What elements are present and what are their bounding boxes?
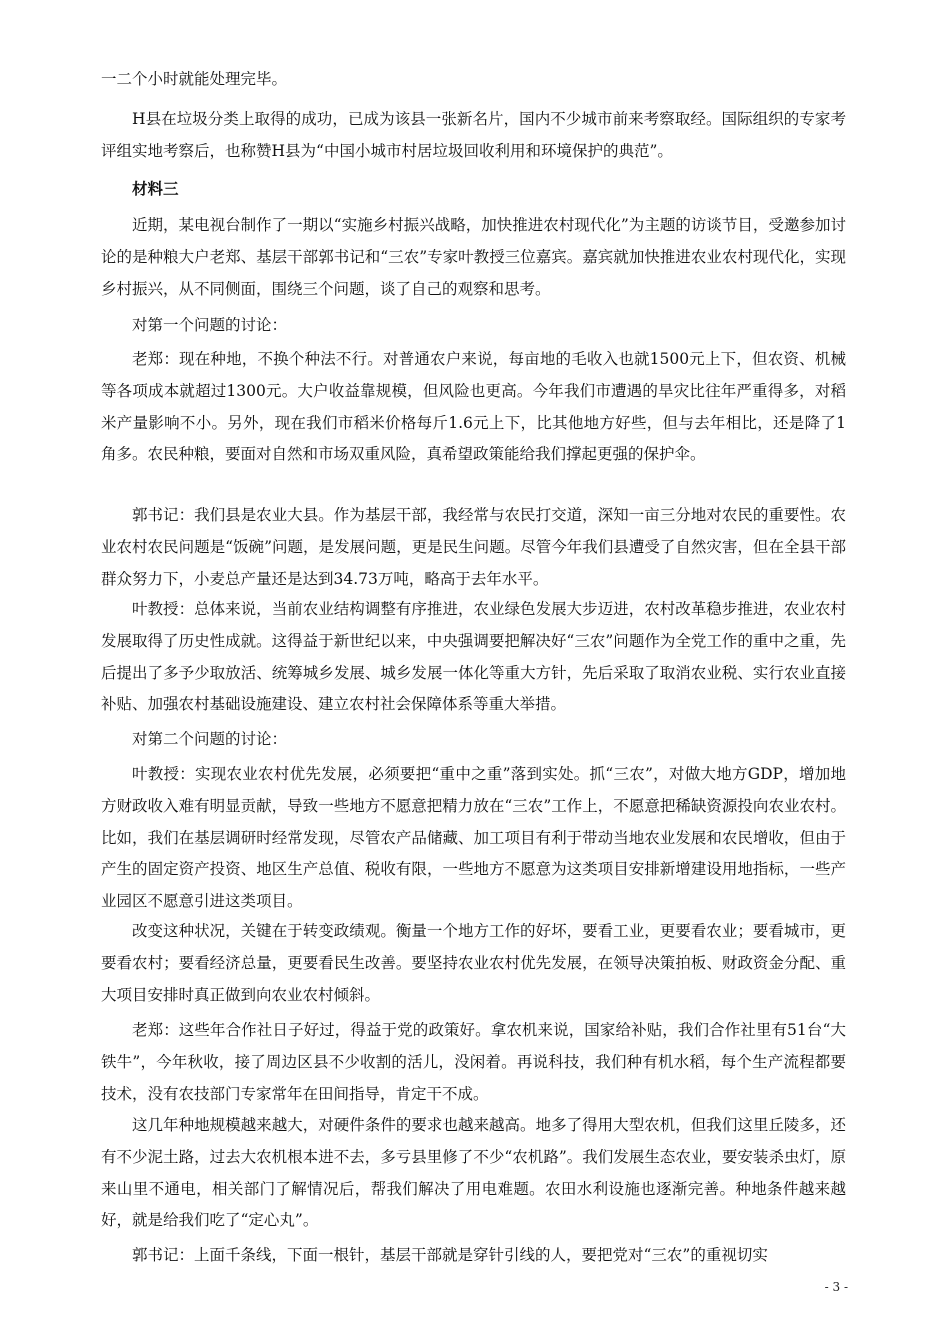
page-number: - 3 - bbox=[824, 1280, 848, 1294]
paragraph-first-question-label: 对第一个问题的讨论： bbox=[132, 316, 288, 334]
paragraph-ye-jiaoshou-first: 叶教授：总体来说，当前农业结构调整有序推进，农业绿色发展大步迈进，农村改革稳步推进，农业农村发展取得了历史性成就。这得益于新世纪以来，中央强调要把解决好“三农”问题作为全党工作的重中之重，先后提出了多予少取放活、统筹城乡发展、城乡发展一体化等重大方针，先后采取了取消农业税、实行农业直接补贴、加强农村基础设施建设、建立农村社会保障体系等重大举措。 bbox=[101, 600, 846, 714]
paragraph-tv-program-intro: 近期，某电视台制作了一期以“实施乡村振兴战略，加快推进农村现代化”为主题的访谈节目，受邀参加讨论的是种粮大户老郑、基层干部郭书记和“三农”专家叶教授三位嘉宾。嘉宾就加快推进农业农村现代化，实现乡村振兴，从不同侧面，围绕三个问题，谈了自己的观察和思考。 bbox=[101, 216, 846, 298]
paragraph-h-county-success: H县在垃圾分类上取得的成功，已成为该县一张新名片，国内不少城市前来考察取经。国际组织的专家考评组实地考察后，也称赞H县为“中国小城市村居垃圾回收利用和环境保护的典范”。 bbox=[101, 110, 846, 160]
paragraph-guo-shuji-first: 郭书记：我们县是农业大县。作为基层干部，我经常与农民打交道，深知一亩三分地对农民的重要性。农业农村农民问题是“饭碗”问题，是发展问题，更是民生问题。尽管今年我们县遭受了自然灾害，但在全县干部群众努力下，小麦总产量还是达到34.73万吨，略高于去年水平。 bbox=[101, 506, 846, 588]
paragraph-second-question-label: 对第二个问题的讨论： bbox=[132, 730, 288, 748]
paragraph-lao-zheng-second: 老郑：这些年合作社日子好过，得益于党的政策好。拿农机来说，国家给补贴，我们合作社里有51台“大铁牛”，今年秋收，接了周边区县不少收割的活儿，没闲着。再说科技，我们种有机水稻，每个生产流程都要技术，没有农技部门专家常年在田间指导，肯定干不成。 bbox=[101, 1021, 846, 1103]
paragraph-political-performance: 改变这种状况，关键在于转变政绩观。衡量一个地方工作的好坏，要看工业，更要看农业；要看城市，更要看农村；要看经济总量，更要看民生改善。要坚持农业农村优先发展，在领导决策拍板、财政资金分配、重大项目安排时真正做到向农业农村倾斜。 bbox=[101, 922, 846, 1004]
paragraph-lao-zheng-first: 老郑：现在种地，不换个种法不行。对普通农户来说，每亩地的毛收入也就1500元上下，但农资、机械等各项成本就超过1300元。大户收益靠规模，但风险也更高。今年我们市遭遇的旱灾比往年严重得多，对稻米产量影响不小。另外，现在我们市稻米价格每斤1.6元上下，比其他地方好些，但与去年相比，还是降了1角多。农民种粮，要面对自然和市场双重风险，真希望政策能给我们撑起更强的保护伞。 bbox=[101, 350, 846, 464]
section-heading-material-three: 材料三 bbox=[132, 180, 179, 198]
paragraph-continuation: 一二个小时就能处理完毕。 bbox=[101, 70, 288, 88]
paragraph-guo-shuji-second: 郭书记：上面千条线，下面一根针，基层干部就是穿针引线的人，要把党对“三农”的重视切实 bbox=[132, 1246, 768, 1264]
paragraph-farming-scale: 这几年种地规模越来越大，对硬件条件的要求也越来越高。地多了得用大型农机，但我们这里丘陵多，还有不少泥土路，过去大农机根本进不去，多亏县里修了不少“农机路”。我们发展生态农业，要安装杀虫灯，原来山里不通电，相关部门了解情况后，帮我们解决了用电难题。农田水利设施也逐渐完善。种地条件越来越好，就是给我们吃了“定心丸”。 bbox=[101, 1116, 846, 1230]
paragraph-ye-jiaoshou-second: 叶教授：实现农业农村优先发展，必须要把“重中之重”落到实处。抓“三农”，对做大地方GDP，增加地方财政收入难有明显贡献，导致一些地方不愿意把精力放在“三农”工作上，不愿意把稀缺资源投向农业农村。比如，我们在基层调研时经常发现，尽管农产品储藏、加工项目有利于带动当地农业发展和农民增收，但由于产生的固定资产投资、地区生产总值、税收有限，一些地方不愿意为这类项目安排新增建设用地指标，一些产业园区不愿意引进这类项目。 bbox=[101, 765, 846, 911]
